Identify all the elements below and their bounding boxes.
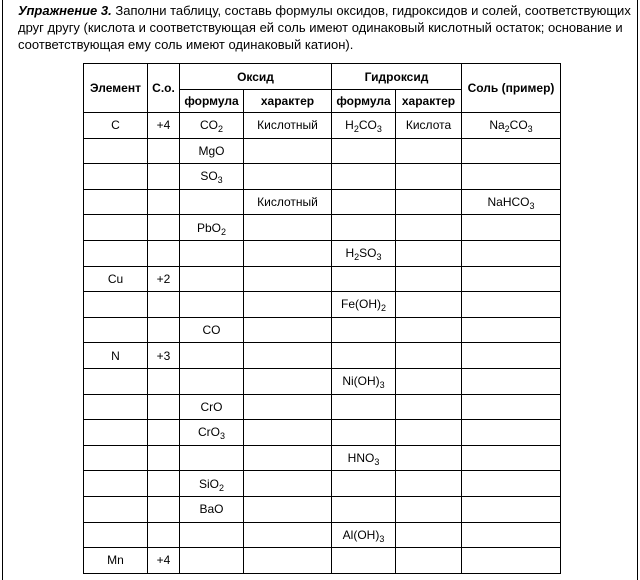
cell-hydroxide-formula[interactable] — [332, 189, 396, 215]
cell-element[interactable] — [84, 164, 148, 190]
cell-oxidation-state[interactable] — [148, 368, 180, 394]
header-oxidation-state: С.о. — [148, 64, 180, 113]
table-row — [84, 522, 561, 548]
cell-oxidation-state[interactable] — [148, 138, 180, 164]
cell-salt[interactable] — [462, 445, 561, 471]
cell-oxide-formula[interactable] — [180, 522, 244, 548]
header-oxide-character: характер — [244, 90, 332, 113]
cell-oxide-formula[interactable] — [180, 368, 244, 394]
cell-oxide-character[interactable] — [244, 522, 332, 548]
header-oxide-formula: формула — [180, 90, 244, 113]
cell-oxide-formula[interactable] — [180, 266, 244, 292]
table-row — [84, 343, 561, 369]
cell-hydroxide-character[interactable] — [396, 548, 462, 574]
cell-oxide-formula[interactable] — [180, 548, 244, 574]
exercise-title: Упражнение 3. — [18, 3, 112, 18]
cell-hydroxide-character[interactable] — [396, 215, 462, 241]
table-row — [84, 548, 561, 574]
table-row — [84, 138, 561, 164]
cell-element[interactable] — [84, 522, 148, 548]
cell-element[interactable] — [84, 240, 148, 266]
cell-salt[interactable] — [462, 496, 561, 522]
table-row — [84, 420, 561, 446]
table-row — [84, 266, 561, 292]
cell-salt[interactable] — [462, 394, 561, 420]
cell-oxide-character[interactable] — [244, 164, 332, 190]
cell-salt[interactable] — [462, 522, 561, 548]
cell-element[interactable] — [84, 368, 148, 394]
cell-oxidation-state[interactable]: +3 — [148, 343, 180, 369]
cell-hydroxide-character[interactable] — [396, 445, 462, 471]
cell-hydroxide-formula[interactable] — [332, 471, 396, 497]
cell-hydroxide-character[interactable] — [396, 420, 462, 446]
cell-oxidation-state[interactable]: +2 — [148, 266, 180, 292]
cell-oxidation-state[interactable]: +4 — [148, 113, 180, 139]
cell-salt[interactable] — [462, 266, 561, 292]
cell-hydroxide-formula[interactable] — [332, 496, 396, 522]
cell-oxide-formula[interactable]: PbO$_2$ — [180, 215, 244, 241]
cell-hydroxide-formula[interactable] — [332, 164, 396, 190]
cell-hydroxide-formula[interactable]: $H_2SO_3$ — [332, 240, 396, 266]
cell-element[interactable] — [84, 394, 148, 420]
cell-hydroxide-formula[interactable] — [332, 420, 396, 446]
cell-oxide-formula[interactable] — [180, 445, 244, 471]
cell-oxide-character[interactable] — [244, 317, 332, 343]
cell-element[interactable]: C — [84, 113, 148, 139]
exercise-text: Заполни таблицу, составь формулы оксидов, гидроксидов и солей, соответствующих друг другу (кислота и соответствующая ей соль имеют одинаковый кислотный остаток; основание и соответствующая ему соль имеют одинаковый катион). — [18, 3, 631, 52]
cell-element[interactable] — [84, 496, 148, 522]
cell-oxide-formula[interactable]: CrO$_3$ — [180, 420, 244, 446]
cell-oxide-formula[interactable]: CO — [180, 317, 244, 343]
cell-oxide-character[interactable] — [244, 496, 332, 522]
cell-salt[interactable] — [462, 292, 561, 318]
cell-oxidation-state[interactable] — [148, 292, 180, 318]
cell-hydroxide-formula[interactable]: $Ni(OH)_3$ — [332, 368, 396, 394]
cell-hydroxide-character[interactable] — [396, 292, 462, 318]
cell-oxidation-state[interactable] — [148, 394, 180, 420]
cell-oxide-character[interactable] — [244, 548, 332, 574]
cell-element[interactable] — [84, 292, 148, 318]
cell-hydroxide-character[interactable] — [396, 138, 462, 164]
cell-oxide-formula[interactable]: MgO — [180, 138, 244, 164]
cell-element[interactable]: Cu — [84, 266, 148, 292]
cell-oxide-character[interactable]: Кислотный — [244, 189, 332, 215]
cell-salt[interactable] — [462, 240, 561, 266]
cell-hydroxide-formula[interactable]: $Al(OH)_3$ — [332, 522, 396, 548]
cell-element[interactable]: N — [84, 343, 148, 369]
table-body — [84, 113, 561, 574]
cell-oxidation-state[interactable] — [148, 164, 180, 190]
cell-element[interactable] — [84, 138, 148, 164]
cell-oxide-character[interactable] — [244, 215, 332, 241]
cell-salt[interactable] — [462, 215, 561, 241]
cell-element[interactable] — [84, 215, 148, 241]
cell-oxidation-state[interactable] — [148, 522, 180, 548]
cell-hydroxide-formula[interactable] — [332, 394, 396, 420]
table-row — [84, 368, 561, 394]
cell-oxide-character[interactable]: Кислотный — [244, 113, 332, 139]
cell-hydroxide-formula[interactable]: $Fe(OH)_2$ — [332, 292, 396, 318]
cell-hydroxide-character[interactable] — [396, 522, 462, 548]
cell-salt[interactable]: NaHCO$_3$ — [462, 189, 561, 215]
header-salt: Соль (пример) — [462, 64, 561, 113]
cell-hydroxide-formula[interactable] — [332, 138, 396, 164]
table-row — [84, 113, 561, 139]
cell-oxide-character[interactable] — [244, 266, 332, 292]
cell-salt[interactable] — [462, 164, 561, 190]
chemistry-table-container — [83, 63, 561, 574]
cell-oxide-formula[interactable]: SiO$_2$ — [180, 471, 244, 497]
table-row — [84, 240, 561, 266]
cell-oxidation-state[interactable] — [148, 215, 180, 241]
cell-salt[interactable] — [462, 138, 561, 164]
cell-hydroxide-formula[interactable]: $HNO_3$ — [332, 445, 396, 471]
cell-hydroxide-formula[interactable] — [332, 317, 396, 343]
table-row — [84, 471, 561, 497]
cell-salt[interactable] — [462, 317, 561, 343]
cell-oxide-character[interactable] — [244, 368, 332, 394]
cell-hydroxide-character[interactable]: Кислота — [396, 113, 462, 139]
cell-oxide-character[interactable] — [244, 420, 332, 446]
header-hydroxide: Гидроксид — [332, 64, 462, 90]
cell-element[interactable] — [84, 471, 148, 497]
table-row — [84, 164, 561, 190]
cell-hydroxide-character[interactable] — [396, 394, 462, 420]
cell-oxidation-state[interactable] — [148, 420, 180, 446]
exercise-instructions — [18, 2, 633, 53]
cell-element[interactable] — [84, 189, 148, 215]
chemistry-table — [83, 63, 561, 574]
cell-oxide-character[interactable] — [244, 445, 332, 471]
cell-hydroxide-formula[interactable] — [332, 266, 396, 292]
cell-oxide-character[interactable] — [244, 343, 332, 369]
cell-hydroxide-character[interactable] — [396, 189, 462, 215]
cell-salt[interactable] — [462, 548, 561, 574]
cell-oxide-formula[interactable]: $SO_3$ — [180, 164, 244, 190]
cell-salt[interactable]: $Na_2CO_3$ — [462, 113, 561, 139]
cell-oxide-formula[interactable]: CrO — [180, 394, 244, 420]
cell-hydroxide-formula[interactable]: $H_2CO_3$ — [332, 113, 396, 139]
cell-hydroxide-character[interactable] — [396, 266, 462, 292]
cell-element[interactable] — [84, 445, 148, 471]
cell-oxide-formula[interactable] — [180, 343, 244, 369]
header-oxide: Оксид — [180, 64, 332, 90]
table-row — [84, 189, 561, 215]
cell-oxide-formula[interactable]: BaO — [180, 496, 244, 522]
header-element: Элемент — [84, 64, 148, 113]
cell-oxidation-state[interactable] — [148, 317, 180, 343]
table-row — [84, 317, 561, 343]
cell-oxidation-state[interactable] — [148, 240, 180, 266]
cell-hydroxide-formula[interactable] — [332, 215, 396, 241]
table-row — [84, 445, 561, 471]
cell-oxidation-state[interactable]: +4 — [148, 548, 180, 574]
cell-oxide-formula[interactable] — [180, 189, 244, 215]
cell-oxide-formula[interactable]: $CO_2$ — [180, 113, 244, 139]
cell-salt[interactable] — [462, 471, 561, 497]
cell-hydroxide-character[interactable] — [396, 496, 462, 522]
cell-hydroxide-character[interactable] — [396, 368, 462, 394]
header-hydroxide-formula: формула — [332, 90, 396, 113]
cell-salt[interactable] — [462, 420, 561, 446]
cell-oxide-character[interactable] — [244, 292, 332, 318]
cell-hydroxide-character[interactable] — [396, 343, 462, 369]
cell-hydroxide-formula[interactable] — [332, 343, 396, 369]
cell-element[interactable] — [84, 420, 148, 446]
table-row — [84, 292, 561, 318]
table-row — [84, 215, 561, 241]
cell-hydroxide-character[interactable] — [396, 471, 462, 497]
cell-oxidation-state[interactable] — [148, 471, 180, 497]
cell-hydroxide-formula[interactable] — [332, 548, 396, 574]
cell-salt[interactable] — [462, 368, 561, 394]
cell-salt[interactable] — [462, 343, 561, 369]
cell-oxide-formula[interactable] — [180, 292, 244, 318]
cell-oxide-character[interactable] — [244, 471, 332, 497]
cell-oxidation-state[interactable] — [148, 496, 180, 522]
cell-hydroxide-character[interactable] — [396, 164, 462, 190]
table-row — [84, 394, 561, 420]
header-hydroxide-character: характер — [396, 90, 462, 113]
cell-hydroxide-character[interactable] — [396, 317, 462, 343]
cell-oxidation-state[interactable] — [148, 445, 180, 471]
cell-oxide-character[interactable] — [244, 394, 332, 420]
cell-hydroxide-character[interactable] — [396, 240, 462, 266]
table-row — [84, 496, 561, 522]
cell-element[interactable] — [84, 317, 148, 343]
cell-oxidation-state[interactable] — [148, 189, 180, 215]
cell-element[interactable]: Mn — [84, 548, 148, 574]
cell-oxide-formula[interactable] — [180, 240, 244, 266]
cell-oxide-character[interactable] — [244, 240, 332, 266]
cell-oxide-character[interactable] — [244, 138, 332, 164]
